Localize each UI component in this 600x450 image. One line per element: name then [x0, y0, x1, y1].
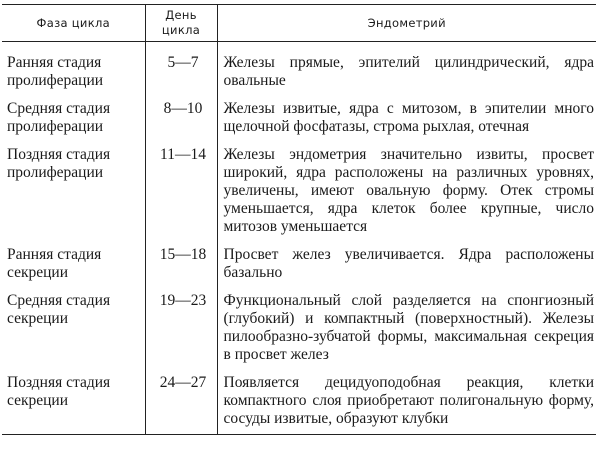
phase-line: Ранняя стадия [7, 246, 102, 263]
phase-line: Средняя стадия [7, 292, 111, 309]
day-cell: 15—18 [145, 242, 217, 288]
day-cell: 19—23 [145, 288, 217, 370]
day-cell: 5—7 [145, 42, 217, 97]
phase-cell [2, 42, 145, 97]
phase-line: секреции [7, 392, 68, 409]
header-day-line1: День [165, 8, 197, 22]
table-row [2, 288, 596, 370]
header-day-line2: цикла [161, 23, 201, 37]
endometrium-cell: Просвет желез увеличивается. Ядра расположены базально [223, 246, 594, 281]
table-header-row [2, 5, 596, 42]
phase-cell [2, 142, 145, 242]
header-day [145, 5, 217, 42]
endometrium-cell: Железы прямые, эпителий цилиндрический, ядра овальные [223, 54, 594, 89]
header-phase: Фаза цикла [2, 5, 145, 42]
phase-cell [2, 370, 145, 435]
header-endometrium: Эндометрий [217, 5, 596, 42]
phase-line: Средняя стадия [7, 100, 111, 117]
table-row [2, 142, 596, 242]
table-row [2, 96, 596, 142]
endometrium-cell: Появляется децидуоподобная реакция, клетки компактного слоя приобретают полигональную форму, сосуды извитые, образуют клубки [217, 370, 596, 435]
phase-line: секреции [7, 264, 68, 281]
phase-line: секреции [7, 310, 68, 327]
endometrium-cell: Функциональный слой разделяется на спонгиозный (глубокий) и компактный (поверхностный). Железы пилообразно-зубчатой формы, максимальная секреция в просвет желез [223, 292, 594, 363]
phase-line: Поздняя стадия [7, 146, 111, 163]
endometrium-cycle-table [2, 4, 596, 435]
phase-cell [2, 242, 145, 288]
phase-cell [2, 288, 145, 370]
phase-line: пролиферации [7, 72, 104, 89]
table-row [2, 370, 596, 435]
table-row [2, 42, 596, 97]
phase-line: Ранняя стадия [7, 54, 102, 71]
phase-cell [2, 96, 145, 142]
phase-line: Поздняя стадия [7, 374, 111, 391]
day-cell: 8—10 [145, 96, 217, 142]
endometrium-cell: Железы эндометрия значительно извиты, просвет широкий, ядра расположены на различных уровнях, увеличены, имеют овальную форму. Отек стромы уменьшается, ядра клеток более крупные, число митозов уменьшается [223, 146, 594, 235]
phase-line: пролиферации [7, 118, 104, 135]
table-row [2, 242, 596, 288]
day-cell: 11—14 [145, 142, 217, 242]
phase-line: пролиферации [7, 164, 104, 181]
endometrium-cell: Железы извитые, ядра с митозом, в эпителии много щелочной фосфатазы, строма рыхлая, отечная [223, 100, 594, 135]
day-cell: 24—27 [145, 370, 217, 435]
